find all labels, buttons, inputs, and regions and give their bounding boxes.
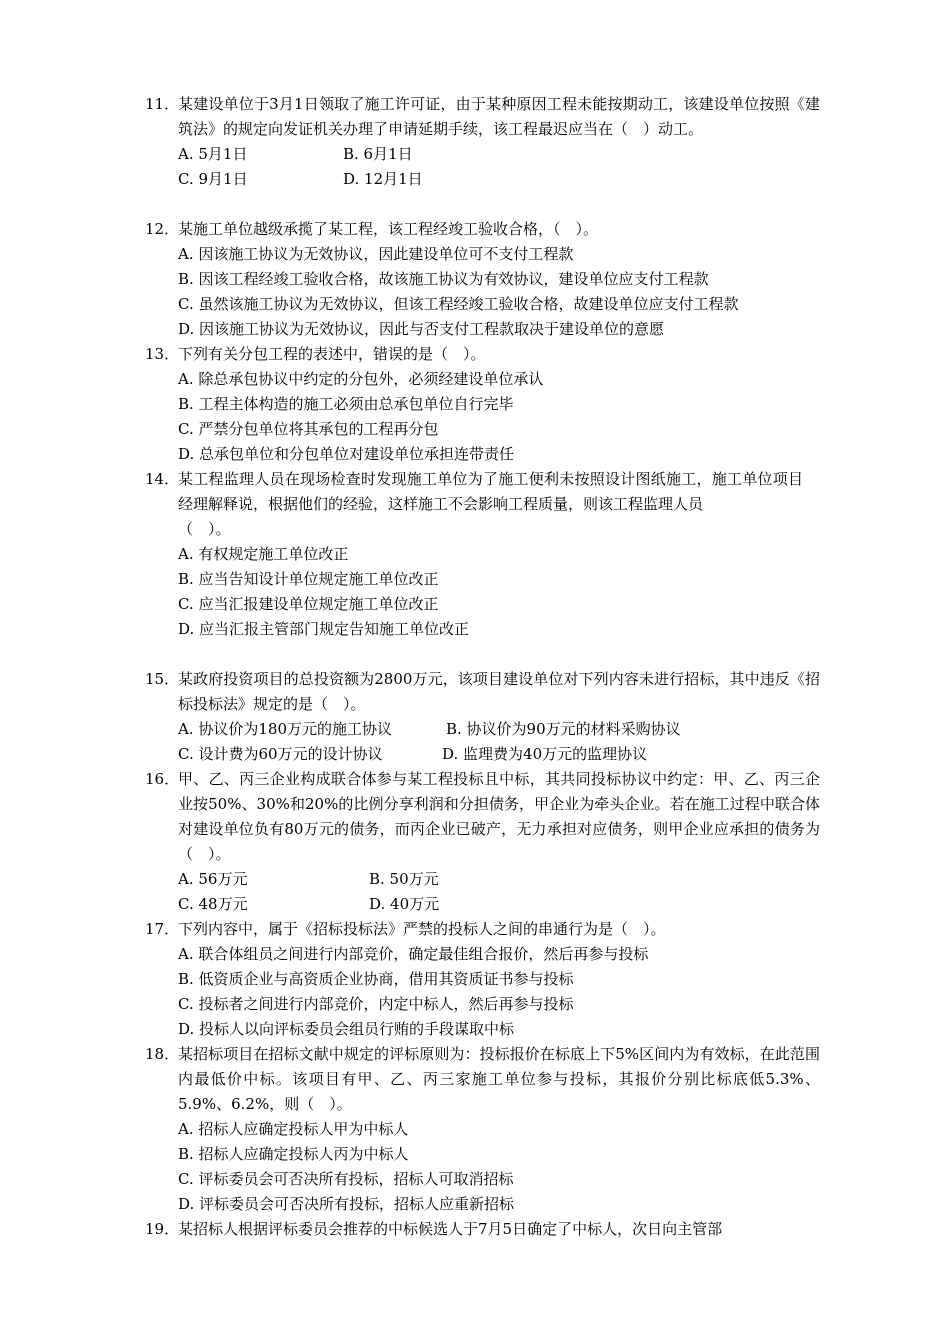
option-b: B. 工程主体构造的施工必须由总承包单位自行完毕 (178, 395, 514, 413)
question-text: 某招标项目在招标文献中规定的评标原则为：投标报价在标底上下5%区间内为有效标，在此范围内最低价中标。该项目有甲、乙、丙三家施工单位参与投标，其报价分别比标底低5.3%、5.9%、6.2%，则（ ）。 (178, 1045, 820, 1113)
question-text: 某施工单位越级承揽了某工程，该工程经竣工验收合格，（ ）。 (178, 220, 599, 238)
option-d: D. 40万元 (369, 895, 440, 913)
question-number: 14． (145, 470, 180, 488)
option-a: A. 有权规定施工单位改正 (178, 545, 349, 563)
option-c: C. 严禁分包单位将其承包的工程再分包 (178, 420, 439, 438)
option-c: C. 设计费为60万元的设计协议 (178, 745, 383, 763)
question-number: 15． (145, 670, 180, 688)
question-13 (145, 342, 820, 467)
option-b: B. 50万元 (369, 870, 439, 888)
options-row (178, 167, 820, 192)
option-a: A. 5月1日 (178, 145, 248, 163)
option-d: D. 12月1日 (343, 170, 423, 188)
option-b: B. 招标人应确定投标人丙为中标人 (178, 1145, 409, 1163)
option-b: B. 协议价为90万元的材料采购协议 (446, 720, 681, 738)
option-c: C. 应当汇报建设单位规定施工单位改正 (178, 595, 439, 613)
options-row (178, 717, 820, 742)
option-a: A. 联合体组员之间进行内部竞价，确定最佳组合报价，然后再参与投标 (178, 945, 649, 963)
option-d: D. 评标委员会可否决所有投标，招标人应重新招标 (178, 1195, 515, 1213)
option-d: D. 监理费为40万元的监理协议 (442, 745, 648, 763)
question-text-continued: （ ）。 (178, 520, 231, 538)
question-text: 某政府投资项目的总投资额为2800万元，该项目建设单位对下列内容未进行招标，其中违反《招标投标法》规定的是（ ）。 (178, 670, 820, 713)
option-c: C. 48万元 (178, 895, 248, 913)
option-a: A. 协议价为180万元的施工协议 (178, 720, 393, 738)
question-text: 某工程监理人员在现场检查时发现施工单位为了施工便利未按照设计图纸施工，施工单位项目经理解释说，根据他们的经验，这样施工不会影响工程质量，则该工程监理人员 (178, 470, 803, 513)
question-text: 下列内容中，属于《招标投标法》严禁的投标人之间的串通行为是（ ）。 (178, 920, 666, 938)
option-d: D. 应当汇报主管部门规定告知施工单位改正 (178, 620, 470, 638)
options-row (178, 892, 820, 917)
option-b: B. 6月1日 (343, 145, 413, 163)
option-c: C. 虽然该施工协议为无效协议，但该工程经竣工验收合格，故建设单位应支付工程款 (178, 295, 739, 313)
option-a: A. 除总承包协议中约定的分包外，必须经建设单位承认 (178, 370, 544, 388)
question-16 (145, 767, 820, 917)
question-number: 16． (145, 770, 180, 788)
option-a: A. 因该施工协议为无效协议，因此建设单位可不支付工程款 (178, 245, 574, 263)
question-12 (145, 217, 820, 342)
question-number: 18． (145, 1045, 180, 1063)
question-11 (145, 92, 820, 192)
option-b: B. 因该工程经竣工验收合格，故该施工协议为有效协议，建设单位应支付工程款 (178, 270, 709, 288)
options-row (178, 742, 820, 767)
option-c: C. 评标委员会可否决所有投标，招标人可取消招标 (178, 1170, 514, 1188)
option-c: C. 投标者之间进行内部竞价，内定中标人，然后再参与投标 (178, 995, 574, 1013)
question-text: 某招标人根据评标委员会推荐的中标候选人于7月5日确定了中标人，次日向主管部 (178, 1220, 723, 1238)
question-text: 下列有关分包工程的表述中，错误的是（ ）。 (178, 345, 486, 363)
options-row (178, 142, 820, 167)
question-17 (145, 917, 820, 1042)
option-d: D. 投标人以向评标委员会组员行贿的手段谋取中标 (178, 1020, 515, 1038)
option-a: A. 56万元 (178, 870, 248, 888)
option-b: B. 应当告知设计单位规定施工单位改正 (178, 570, 439, 588)
question-text: 甲、乙、丙三企业构成联合体参与某工程投标且中标，其共同投标协议中约定：甲、乙、丙三企业按50%、30%和20%的比例分享利润和分担债务，甲企业为牵头企业。若在施工过程中联合体对建设单位负有80万元的债务，而丙企业已破产，无力承担对应债务，则甲企业应承担的债务为（ ）。 (178, 770, 820, 863)
question-15 (145, 667, 820, 767)
options-row (178, 867, 820, 892)
question-number: 19． (145, 1220, 180, 1238)
question-number: 12． (145, 220, 180, 238)
question-number: 13． (145, 345, 180, 363)
question-14 (145, 467, 820, 642)
question-18 (145, 1042, 820, 1217)
question-number: 11． (145, 95, 180, 113)
option-c: C. 9月1日 (178, 170, 248, 188)
question-number: 17． (145, 920, 180, 938)
option-b: B. 低资质企业与高资质企业协商，借用其资质证书参与投标 (178, 970, 574, 988)
question-19 (145, 1217, 820, 1242)
question-text: 某建设单位于3月1日领取了施工许可证，由于某种原因工程未能按期动工，该建设单位按照《建筑法》的规定向发证机关办理了申请延期手续，该工程最迟应当在（ ）动工。 (178, 95, 820, 138)
option-d: D. 总承包单位和分包单位对建设单位承担连带责任 (178, 445, 515, 463)
option-d: D. 因该施工协议为无效协议，因此与否支付工程款取决于建设单位的意愿 (178, 320, 665, 338)
option-a: A. 招标人应确定投标人甲为中标人 (178, 1120, 409, 1138)
